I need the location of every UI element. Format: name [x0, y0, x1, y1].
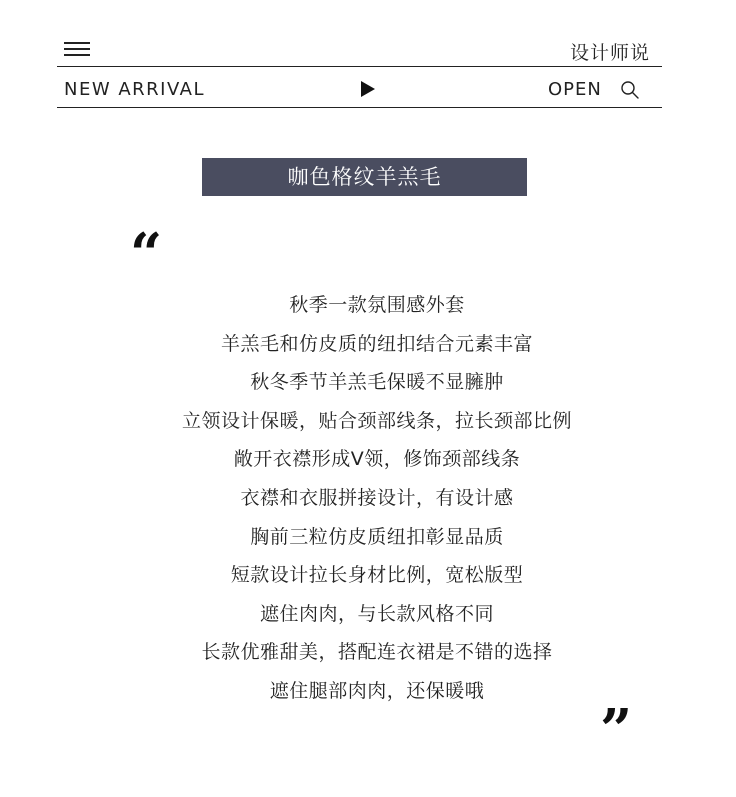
open-link[interactable]: OPEN — [548, 79, 602, 100]
product-title: 咖色格纹羊羔毛 — [202, 158, 527, 196]
description-line: 秋冬季节羊羔毛保暖不显臃肿 — [250, 371, 504, 394]
description-line: 敞开衣襟形成V领，修饰颈部线条 — [233, 448, 521, 471]
description-line: 立领设计保暖，贴合颈部线条，拉长颈部比例 — [181, 409, 572, 432]
description-line: 遮住腿部肉肉，还保暖哦 — [269, 679, 485, 702]
new-arrival-link[interactable]: NEW ARRIVAL — [64, 79, 205, 100]
header-divider-top — [57, 66, 662, 67]
search-icon[interactable] — [620, 80, 640, 100]
description-line: 长款优雅甜美，搭配连衣裙是不错的选择 — [201, 641, 553, 664]
description-line: 胸前三粒仿皮质纽扣彰显品质 — [250, 525, 504, 548]
play-icon[interactable] — [361, 81, 375, 97]
description-line: 遮住肉肉，与长款风格不同 — [259, 602, 494, 625]
description-line: 短款设计拉长身材比例，宽松版型 — [230, 564, 524, 587]
description-line: 秋季一款氛围感外套 — [289, 294, 465, 316]
header-divider-bottom — [57, 107, 662, 108]
brand-label: 设计师说 — [569, 42, 650, 64]
description-list — [100, 286, 654, 711]
description-line: 衣襟和衣服拼接设计，有设计感 — [240, 486, 514, 509]
hamburger-menu-icon[interactable] — [64, 42, 90, 58]
open-quote-mark: “ — [130, 226, 163, 266]
close-quote-mark: ” — [600, 702, 633, 742]
description-line: 羊羔毛和仿皮质的纽扣结合元素丰富 — [220, 332, 533, 355]
